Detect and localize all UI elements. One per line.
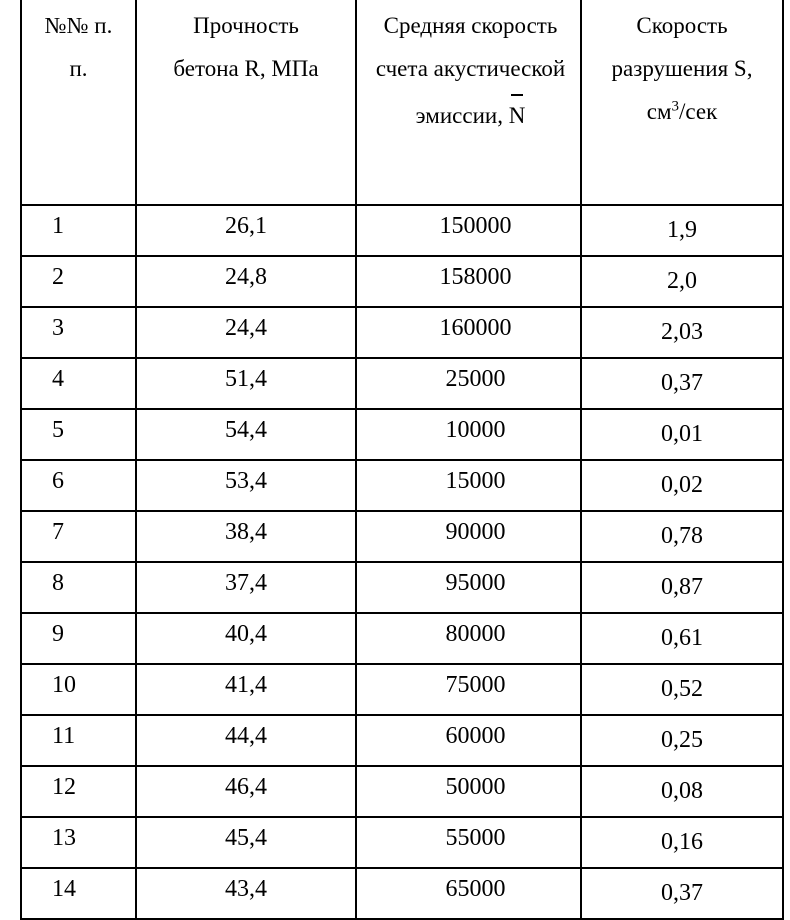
cell-emission-rate: 50000 xyxy=(356,766,581,817)
table-row xyxy=(21,460,783,511)
cell-strength: 45,4 xyxy=(136,817,356,868)
cell-emission-rate: 75000 xyxy=(356,664,581,715)
cell-emission-rate: 150000 xyxy=(356,205,581,256)
cell-emission-rate: 95000 xyxy=(356,562,581,613)
table-row xyxy=(21,613,783,664)
table-row xyxy=(21,664,783,715)
cell-emission-rate: 60000 xyxy=(356,715,581,766)
cell-emission-rate: 25000 xyxy=(356,358,581,409)
cell-strength: 38,4 xyxy=(136,511,356,562)
table-row xyxy=(21,766,783,817)
cell-destruction-rate: 0,01 xyxy=(581,409,783,460)
header-destruction-label: Скорость разрушения S, см xyxy=(611,13,753,124)
cell-destruction-rate: 0,52 xyxy=(581,664,783,715)
cell-strength: 24,4 xyxy=(136,307,356,358)
table-body xyxy=(21,205,783,919)
cell-emission-rate: 65000 xyxy=(356,868,581,919)
cell-destruction-rate: 0,87 xyxy=(581,562,783,613)
cell-number: 9 xyxy=(21,613,136,664)
cell-number: 12 xyxy=(21,766,136,817)
cell-emission-rate: 90000 xyxy=(356,511,581,562)
cell-strength: 44,4 xyxy=(136,715,356,766)
cell-destruction-rate: 1,9 xyxy=(581,205,783,256)
header-destruction-sup: 3 xyxy=(671,98,679,115)
header-emission-label: Средняя скорость счета акустической эмиссии, xyxy=(375,13,566,128)
header-destruction-unit: /сек xyxy=(679,99,718,124)
cell-emission-rate: 10000 xyxy=(356,409,581,460)
cell-destruction-rate: 0,08 xyxy=(581,766,783,817)
document-page xyxy=(20,0,782,906)
header-number: №№ п. п. xyxy=(21,0,136,205)
cell-emission-rate: 80000 xyxy=(356,613,581,664)
cell-emission-rate: 158000 xyxy=(356,256,581,307)
cell-emission-rate: 160000 xyxy=(356,307,581,358)
cell-number: 6 xyxy=(21,460,136,511)
cell-number: 13 xyxy=(21,817,136,868)
table-row xyxy=(21,409,783,460)
table-row xyxy=(21,562,783,613)
cell-strength: 24,8 xyxy=(136,256,356,307)
table-row xyxy=(21,307,783,358)
cell-strength: 37,4 xyxy=(136,562,356,613)
cell-destruction-rate: 0,61 xyxy=(581,613,783,664)
cell-number: 3 xyxy=(21,307,136,358)
header-destruction-rate xyxy=(581,0,783,205)
cell-strength: 53,4 xyxy=(136,460,356,511)
cell-number: 5 xyxy=(21,409,136,460)
cell-emission-rate: 15000 xyxy=(356,460,581,511)
cell-number: 1 xyxy=(21,205,136,256)
cell-destruction-rate: 0,37 xyxy=(581,868,783,919)
cell-strength: 51,4 xyxy=(136,358,356,409)
cell-strength: 54,4 xyxy=(136,409,356,460)
data-table xyxy=(20,0,784,920)
cell-destruction-rate: 2,03 xyxy=(581,307,783,358)
cell-number: 10 xyxy=(21,664,136,715)
table-row xyxy=(21,358,783,409)
cell-number: 11 xyxy=(21,715,136,766)
cell-number: 8 xyxy=(21,562,136,613)
cell-strength: 40,4 xyxy=(136,613,356,664)
cell-number: 7 xyxy=(21,511,136,562)
table-row xyxy=(21,205,783,256)
cell-strength: 41,4 xyxy=(136,664,356,715)
header-emission-symbol: N xyxy=(509,90,526,137)
cell-destruction-rate: 0,78 xyxy=(581,511,783,562)
table-row xyxy=(21,868,783,919)
table-row xyxy=(21,511,783,562)
header-row xyxy=(21,0,783,205)
cell-destruction-rate: 0,25 xyxy=(581,715,783,766)
cell-number: 2 xyxy=(21,256,136,307)
cell-number: 14 xyxy=(21,868,136,919)
cell-number: 4 xyxy=(21,358,136,409)
table-row xyxy=(21,256,783,307)
cell-destruction-rate: 0,16 xyxy=(581,817,783,868)
cell-destruction-rate: 0,02 xyxy=(581,460,783,511)
header-strength: Прочность бетона R, МПа xyxy=(136,0,356,205)
table-row xyxy=(21,817,783,868)
cell-strength: 46,4 xyxy=(136,766,356,817)
cell-destruction-rate: 0,37 xyxy=(581,358,783,409)
cell-destruction-rate: 2,0 xyxy=(581,256,783,307)
table-row xyxy=(21,715,783,766)
cell-strength: 43,4 xyxy=(136,868,356,919)
cell-emission-rate: 55000 xyxy=(356,817,581,868)
header-emission-rate xyxy=(356,0,581,205)
cell-strength: 26,1 xyxy=(136,205,356,256)
